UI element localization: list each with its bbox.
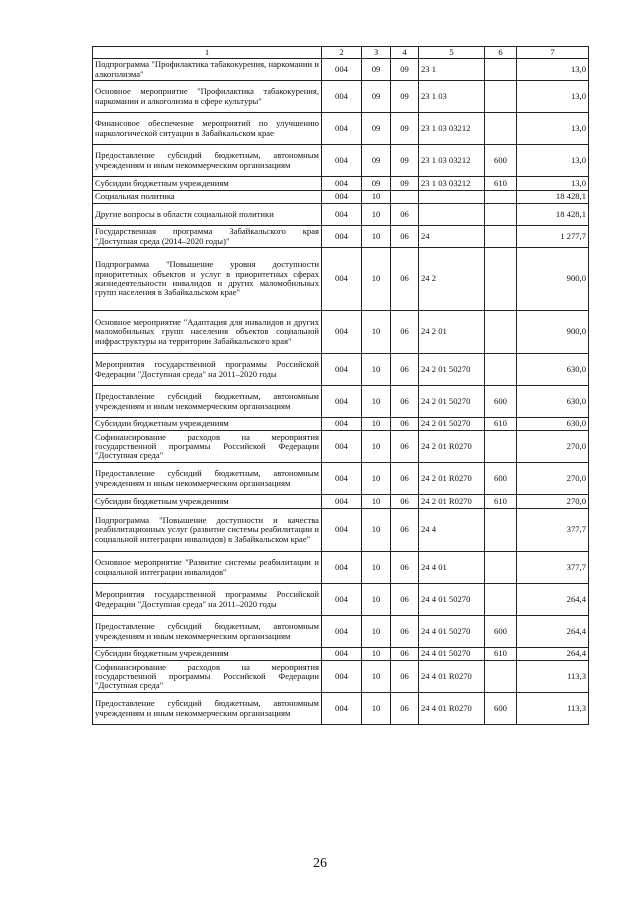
row-ministry-code: 004 [322,584,362,616]
table-row [93,204,589,226]
header-col-6: 6 [485,47,517,59]
row-subsection-code: 09 [391,113,419,145]
row-expense-type [485,431,517,463]
row-name: Основное мероприятие "Развитие системы реабилитации и социальной интеграции инвалидов" [93,552,322,584]
table-row [93,59,589,81]
row-target-article: 24 2 01 50270 [419,354,485,386]
row-expense-type: 610 [485,648,517,661]
row-target-article: 24 [419,226,485,248]
row-subsection-code [391,191,419,204]
row-target-article: 24 2 01 R0270 [419,463,485,495]
row-amount: 264,4 [517,616,589,648]
row-subsection-code: 06 [391,616,419,648]
row-section-code: 09 [362,81,391,113]
row-ministry-code: 004 [322,509,362,552]
row-section-code: 10 [362,552,391,584]
row-subsection-code: 06 [391,311,419,354]
table-row [93,661,589,693]
table-row [93,616,589,648]
header-col-7: 7 [517,47,589,59]
row-amount: 630,0 [517,386,589,418]
row-amount: 13,0 [517,81,589,113]
table-row [93,145,589,177]
row-subsection-code: 06 [391,693,419,725]
budget-table [92,46,589,725]
row-target-article: 24 2 [419,248,485,311]
row-amount: 264,4 [517,648,589,661]
row-target-article: 24 4 01 50270 [419,616,485,648]
table-row [93,386,589,418]
row-section-code: 10 [362,226,391,248]
row-ministry-code: 004 [322,495,362,509]
row-subsection-code: 06 [391,661,419,693]
row-target-article: 24 4 01 R0270 [419,661,485,693]
row-amount: 13,0 [517,145,589,177]
row-expense-type [485,311,517,354]
row-target-article: 23 1 [419,59,485,81]
row-ministry-code: 004 [322,191,362,204]
row-target-article: 24 4 01 50270 [419,648,485,661]
row-name: Предоставление субсидий бюджетным, автономным учреждениям и иным некоммерческим организациям [93,463,322,495]
row-expense-type [485,661,517,693]
table-row [93,226,589,248]
row-section-code: 09 [362,113,391,145]
row-section-code: 10 [362,418,391,431]
row-expense-type: 600 [485,616,517,648]
row-name: Субсидии бюджетным учреждениям [93,418,322,431]
row-ministry-code: 004 [322,616,362,648]
table-row [93,418,589,431]
row-amount: 13,0 [517,113,589,145]
row-name: Финансовое обеспечение мероприятий по улучшению наркологической ситуации в Забайкальском крае [93,113,322,145]
row-subsection-code: 06 [391,584,419,616]
row-name: Основное мероприятие "Адаптация для инвалидов и других маломобильных групп населения объектов социальной инфраструктуры на территории Забайкальского края" [93,311,322,354]
header-col-5: 5 [419,47,485,59]
row-target-article: 23 1 03 03212 [419,145,485,177]
page-number: 26 [313,856,327,871]
row-expense-type [485,113,517,145]
table-row [93,248,589,311]
row-name: Софинансирование расходов на мероприятия государственной программы Российской Федерации "Доступная среда" [93,431,322,463]
row-target-article: 24 2 01 R0270 [419,431,485,463]
row-target-article: 24 2 01 [419,311,485,354]
row-amount: 113,3 [517,693,589,725]
row-amount: 377,7 [517,509,589,552]
row-subsection-code: 06 [391,418,419,431]
row-target-article: 24 4 01 50270 [419,584,485,616]
table-row [93,495,589,509]
row-ministry-code: 004 [322,248,362,311]
row-subsection-code: 06 [391,495,419,509]
row-target-article [419,191,485,204]
row-section-code: 10 [362,386,391,418]
row-ministry-code: 004 [322,311,362,354]
row-section-code: 09 [362,59,391,81]
header-col-1: 1 [93,47,322,59]
row-ministry-code: 004 [322,177,362,191]
row-subsection-code: 06 [391,354,419,386]
row-expense-type [485,584,517,616]
row-subsection-code: 06 [391,552,419,584]
row-amount: 113,3 [517,661,589,693]
row-name: Государственная программа Забайкальского края "Доступная среда (2014–2020 годы)" [93,226,322,248]
row-name: Предоставление субсидий бюджетным, автономным учреждениям и иным некоммерческим организациям [93,693,322,725]
row-amount: 630,0 [517,354,589,386]
row-amount: 18 428,1 [517,191,589,204]
row-ministry-code: 004 [322,661,362,693]
row-ministry-code: 004 [322,226,362,248]
row-expense-type [485,354,517,386]
row-name: Субсидии бюджетным учреждениям [93,648,322,661]
row-section-code: 10 [362,693,391,725]
row-subsection-code: 06 [391,204,419,226]
row-name: Другие вопросы в области социальной политики [93,204,322,226]
row-name: Софинансирование расходов на мероприятия государственной программы Российской Федерации "Доступная среда" [93,661,322,693]
row-amount: 13,0 [517,59,589,81]
row-name: Мероприятия государственной программы Российской Федерации "Доступная среда" на 2011–2020 годы [93,584,322,616]
row-amount: 377,7 [517,552,589,584]
row-target-article: 23 1 03 03212 [419,177,485,191]
row-section-code: 10 [362,584,391,616]
row-subsection-code: 09 [391,59,419,81]
row-subsection-code: 06 [391,509,419,552]
row-target-article [419,204,485,226]
row-expense-type [485,226,517,248]
header-col-2: 2 [322,47,362,59]
row-expense-type: 600 [485,693,517,725]
table-row [93,113,589,145]
row-amount: 18 428,1 [517,204,589,226]
row-amount: 1 277,7 [517,226,589,248]
row-expense-type: 610 [485,177,517,191]
row-name: Основное мероприятие "Профилактика табакокурения, наркомании и алкоголизма в сфере культуры" [93,81,322,113]
header-col-3: 3 [362,47,391,59]
row-amount: 630,0 [517,418,589,431]
row-name: Подпрограмма "Повышение доступности и качества реабилитационных услуг (развитие системы реабилитации и социальной интеграции инвалидов) в Забайкальском крае" [93,509,322,552]
row-ministry-code: 004 [322,204,362,226]
row-subsection-code: 09 [391,145,419,177]
table-row [93,648,589,661]
row-subsection-code: 09 [391,81,419,113]
table-row [93,552,589,584]
table-header-row [93,47,589,59]
row-target-article: 24 4 [419,509,485,552]
row-section-code: 10 [362,204,391,226]
row-target-article: 24 2 01 R0270 [419,495,485,509]
row-target-article: 23 1 03 [419,81,485,113]
row-target-article: 24 4 01 [419,552,485,584]
row-target-article: 24 2 01 50270 [419,418,485,431]
row-name: Мероприятия государственной программы Российской Федерации "Доступная среда" на 2011–2020 годы [93,354,322,386]
row-expense-type [485,191,517,204]
row-section-code: 10 [362,463,391,495]
table-row [93,191,589,204]
table-row [93,81,589,113]
table-row [93,354,589,386]
row-expense-type [485,81,517,113]
row-target-article: 24 4 01 R0270 [419,693,485,725]
row-ministry-code: 004 [322,552,362,584]
row-section-code: 10 [362,191,391,204]
row-ministry-code: 004 [322,648,362,661]
table-row [93,177,589,191]
row-expense-type: 600 [485,386,517,418]
row-amount: 264,4 [517,584,589,616]
row-amount: 270,0 [517,431,589,463]
table-row [93,311,589,354]
row-section-code: 10 [362,509,391,552]
row-expense-type [485,509,517,552]
row-name: Предоставление субсидий бюджетным, автономным учреждениям и иным некоммерческим организациям [93,386,322,418]
row-section-code: 10 [362,248,391,311]
row-ministry-code: 004 [322,113,362,145]
row-expense-type: 610 [485,418,517,431]
row-subsection-code: 06 [391,463,419,495]
row-ministry-code: 004 [322,81,362,113]
row-amount: 13,0 [517,177,589,191]
row-expense-type: 600 [485,463,517,495]
header-col-4: 4 [391,47,419,59]
row-ministry-code: 004 [322,693,362,725]
table-row [93,693,589,725]
row-name: Субсидии бюджетным учреждениям [93,495,322,509]
table-row [93,431,589,463]
row-section-code: 10 [362,648,391,661]
row-section-code: 10 [362,311,391,354]
table-row [93,463,589,495]
row-expense-type [485,552,517,584]
row-subsection-code: 06 [391,648,419,661]
row-section-code: 09 [362,177,391,191]
row-section-code: 10 [362,495,391,509]
row-name: Подпрограмма "Профилактика табакокурения, наркомании и алкоголизма" [93,59,322,81]
table-row [93,584,589,616]
row-expense-type [485,248,517,311]
table-body [93,59,589,725]
row-ministry-code: 004 [322,463,362,495]
row-section-code: 10 [362,431,391,463]
row-section-code: 10 [362,354,391,386]
row-section-code: 09 [362,145,391,177]
row-section-code: 10 [362,661,391,693]
row-ministry-code: 004 [322,431,362,463]
row-name: Подпрограмма "Повышение уровня доступности приоритетных объектов и услуг в приоритетных сферах жизнедеятельности инвалидов и других маломобильных групп населения в Забайкальском крае" [93,248,322,311]
row-subsection-code: 06 [391,431,419,463]
row-name: Предоставление субсидий бюджетным, автономным учреждениям и иным некоммерческим организациям [93,145,322,177]
row-expense-type: 610 [485,495,517,509]
row-target-article: 23 1 03 03212 [419,113,485,145]
row-amount: 270,0 [517,495,589,509]
row-ministry-code: 004 [322,354,362,386]
row-ministry-code: 004 [322,59,362,81]
row-expense-type: 600 [485,145,517,177]
row-ministry-code: 004 [322,386,362,418]
row-subsection-code: 06 [391,386,419,418]
row-target-article: 24 2 01 50270 [419,386,485,418]
row-name: Субсидии бюджетным учреждениям [93,177,322,191]
row-amount: 900,0 [517,248,589,311]
row-subsection-code: 06 [391,248,419,311]
row-expense-type [485,59,517,81]
row-subsection-code: 06 [391,226,419,248]
row-name: Социальная политика [93,191,322,204]
row-subsection-code: 09 [391,177,419,191]
row-ministry-code: 004 [322,418,362,431]
row-amount: 270,0 [517,463,589,495]
row-expense-type [485,204,517,226]
row-section-code: 10 [362,616,391,648]
row-amount: 900,0 [517,311,589,354]
row-ministry-code: 004 [322,145,362,177]
table-row [93,509,589,552]
row-name: Предоставление субсидий бюджетным, автономным учреждениям и иным некоммерческим организациям [93,616,322,648]
